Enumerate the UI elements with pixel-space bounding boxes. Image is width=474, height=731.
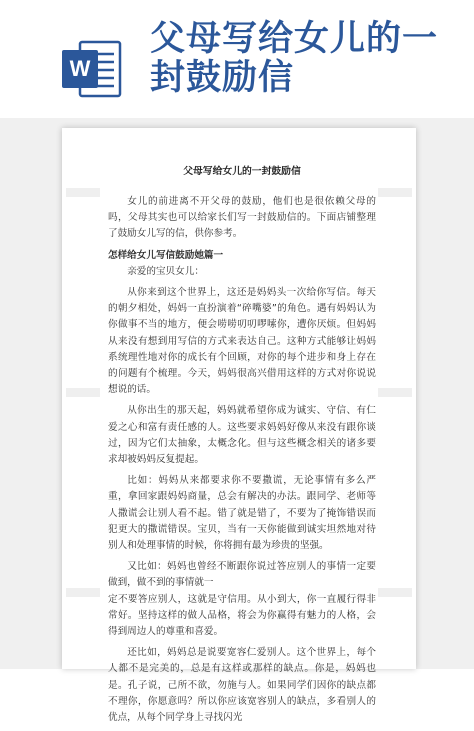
document-page <box>62 128 416 724</box>
body-paragraph: 从你来到这个世界上，这还是妈妈头一次给你写信。每天的朝夕相处，妈妈一直扮演着“碎嘴婆”的角色。遇有妈妈认为你做事不当的地方，便会唠唠叨叨啰嗦你，遭你厌烦。但妈妈从来没有想到用写信的方式来表达自己。这种方式能够让妈妈系统理性地对你的成长有个回顾，对你的每个进步和身上存在的问题有个梳理。今天，妈妈很高兴借用这样的方式对你说说想说的话。 <box>108 287 376 396</box>
body-paragraph: 比如：妈妈从来都要求你不要撒谎，无论事情有多么严重，拿回家跟妈妈商量，总会有解决的办法。跟同学、老师等人撒谎会让别人看不起。错了就是错了，不要为了掩饰错误而犯更大的撒谎错误。宝贝，当有一天你能做到诚实坦然地对待别人和处理事情的时候，你将拥有最为珍贵的坚强。 <box>108 475 376 552</box>
body-paragraph: 定不要答应别人，这就是守信用。从小到大，你一直履行得非常好。坚持这样的做人品格，将会为你赢得有魅力的人格，会得到周边人的尊重和喜爱。 <box>108 593 376 638</box>
body-paragraph: 又比如：妈妈也曾经不断跟你说过答应别人的事情一定要做到，做不到的事情就一 <box>108 561 376 589</box>
body-paragraph: 还比如，妈妈总是说要宽容仁爱别人。这个世界上，每个人都不是完美的，总是有这样或那样的缺点。你是，妈妈也是。孔子说，己所不欲，勿施与人。如果同学们因你的缺点都不理你，你愿意吗？所以你应该宽容别人的缺点，多看别人的优点，从每个同学身上寻找闪光 <box>108 647 376 724</box>
header-banner <box>0 0 474 118</box>
word-doc-icon <box>60 38 122 100</box>
svg-text:W: W <box>69 56 91 81</box>
intro-paragraph: 女儿的前进离不开父母的鼓励，他们也是很依赖父母的吗，父母其实也可以给家长们写一封鼓励信的。下面店铺整理了鼓励女儿写的信，供你参考。 <box>108 196 376 240</box>
body-paragraph: 从你出生的那天起，妈妈就希望你成为诚实、守信、有仁爱之心和富有责任感的人。这些要求妈妈好像从来没有跟你谈过，因为它们太抽象，太概念化。但与这些概念相关的诸多要求却被妈妈反复提起。 <box>108 405 376 466</box>
header-title: 父母写给女儿的一封鼓励信 <box>150 19 439 98</box>
document-content <box>62 128 416 731</box>
document-title: 父母写给女儿的一封鼓励信 <box>183 166 301 177</box>
section-heading: 怎样给女儿写信鼓励她篇一 <box>108 249 224 261</box>
salutation: 亲爱的宝贝女儿： <box>127 265 204 277</box>
